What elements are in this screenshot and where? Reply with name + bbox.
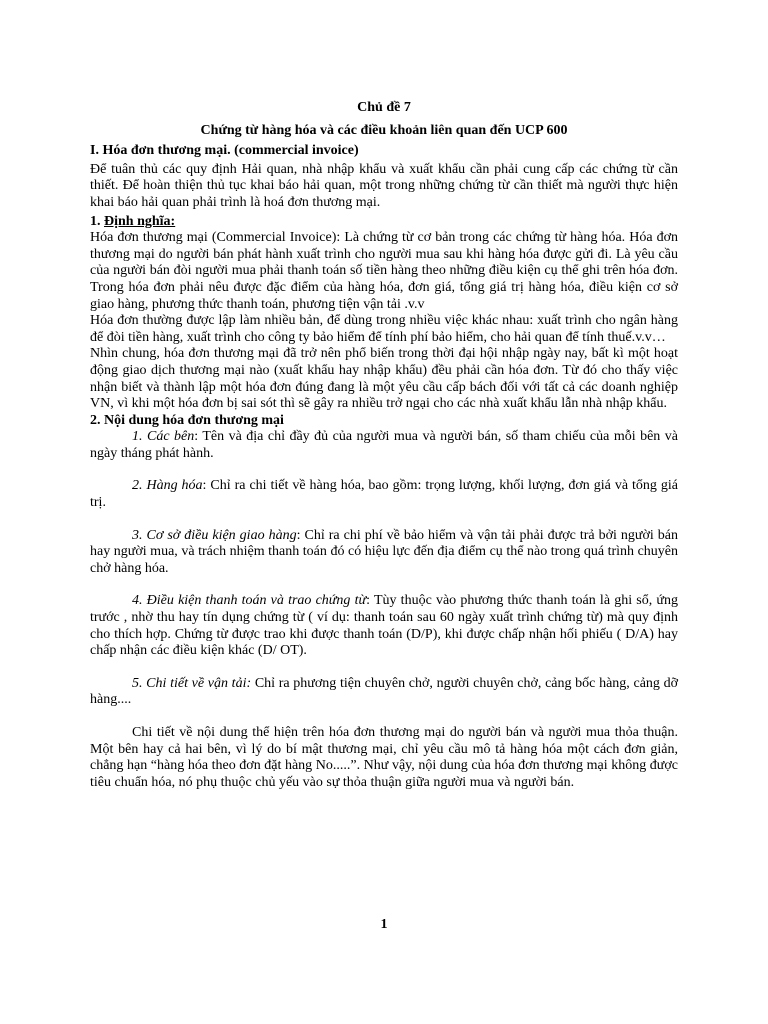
list-item: [90, 528, 678, 578]
list-item: [90, 593, 678, 659]
list-item-text: : Chỉ ra chi tiết về hàng hóa, bao gồm: trọng lượng, khối lượng, đơn giá và tổng giá trị.: [90, 478, 678, 511]
list-item-label: 2. Hàng hóa: [132, 478, 203, 494]
definition-paragraph-2: Hóa đơn thường được lập làm nhiều bản, để dùng trong nhiều việc khác nhau: xuất trình cho ngân hàng để đòi tiền hàng, xuất trình cho công ty bảo hiểm để tính phí bảo hiểm, cho hải quan để tính thuế.v.v…: [90, 313, 678, 345]
list-item-label: 3. Cơ sở điều kiện giao hàng: [132, 527, 297, 543]
document-subtitle: Chứng từ hàng hóa và các điều khoản liên quan đến UCP 600: [200, 122, 568, 138]
section-heading-commercial-invoice: I. Hóa đơn thương mại. (commercial invoice): [90, 143, 359, 159]
definition-label: Định nghĩa:: [104, 213, 176, 229]
list-item-text: : Tùy thuộc vào phương thức thanh toán là ghi sổ, ứng trước , nhờ thu hay tín dụng chứng từ ( ví dụ: thanh toán sau 60 ngày xuất trình chứng từ) mà quy định cho thích hợp. Chứng từ được trao khi được thanh toán (D/P), khi được chấp nhận hối phiếu ( D/A) hay chấp nhận các điều kiện khác (D/ OT).: [90, 593, 678, 659]
list-item: [90, 676, 678, 709]
list-item: [90, 478, 678, 511]
intro-paragraph: Để tuân thủ các quy định Hải quan, nhà nhập khẩu và xuất khẩu cần phải cung cấp các chứng từ cần thiết. Để hoàn thiện thủ tục khai báo hải quan, một trong những chứng từ cần thiết mà người thực hiện khai báo hải quan phải trình là hoá đơn thương mại.: [90, 161, 678, 210]
list-item-text: : Chỉ ra chi phí về bảo hiểm và vận tải phải được trả bởi người bán hay người mua, và trách nhiệm thanh toán đó có hiệu lực đến địa điểm cụ thể nào trong quá trình chuyên chở hàng hóa.: [90, 527, 678, 576]
chapter-title: Chủ đề 7: [357, 100, 411, 115]
closing-paragraph: Chi tiết về nội dung thể hiện trên hóa đơn thương mại do người bán và người mua thỏa thuận. Một bên hay cả hai bên, vì lý do bí mật thương mại, chỉ yêu cầu mô tả hàng hóa một cách đơn giản, chẳng hạn “hàng hóa theo đơn đặt hàng No.....”. Như vậy, nội dung của hóa đơn thương mại không được tiêu chuẩn hóa, nó phụ thuộc chủ yếu vào sự thỏa thuận giữa người mua và người bán.: [90, 725, 678, 790]
definition-number: 1.: [90, 213, 104, 229]
list-item-text: Chỉ ra phương tiện chuyên chở, người chuyên chở, cảng bốc hàng, cảng dỡ hàng....: [90, 675, 678, 708]
list-item: [90, 429, 678, 462]
definition-paragraph-3: Nhìn chung, hóa đơn thương mại đã trở nên phổ biến trong thời đại hội nhập ngày nay, bất kì một hoạt động giao dịch thương mại nào (xuất khẩu hay nhập khẩu) đều phải cần hóa đơn. Từ đó cho thấy việc nhận biết và thành lập một hóa đơn đúng đang là một yêu cầu cấp bách đối với tất cả các doanh nghiệp VN, vì khi một hóa đơn bị sai sót thì sẽ gây ra nhiều trở ngại cho các nhà xuất khẩu lẫn nhà nhập khẩu.: [90, 346, 678, 412]
list-item-label: 4. Điều kiện thanh toán và trao chứng từ: [132, 593, 367, 609]
list-item-text: : Tên và địa chỉ đầy đủ của người mua và người bán, số tham chiếu của mỗi bên và ngày tháng phát hành.: [90, 429, 679, 461]
definition-paragraph-1: Hóa đơn thương mại (Commercial Invoice): Là chứng từ cơ bản trong các chứng từ hàng hóa. Hóa đơn thương mại do người bán phát hành xuất trình cho người mua sau khi hàng hóa được gửi đi. Là yêu cầu của người bán đòi người mua phải thanh toán số tiền hàng theo những điều kiện cụ thể ghi trên hóa đơn. Trong hóa đơn phải nêu được đặc điểm của hàng hóa, đơn giá, tổng giá trị hàng hóa, điều kiện cơ sở giao hàng, phương thức thanh toán, phương tiện vận tải .v.v: [90, 230, 678, 312]
definition-heading: [90, 214, 678, 231]
document-page: [90, 100, 678, 791]
content-heading: 2. Nội dung hóa đơn thương mại: [90, 412, 284, 428]
page-number: 1: [380, 917, 388, 932]
list-item-label: 1. Các bên: [132, 429, 195, 445]
list-item-label: 5. Chi tiết về vận tải:: [132, 675, 252, 691]
